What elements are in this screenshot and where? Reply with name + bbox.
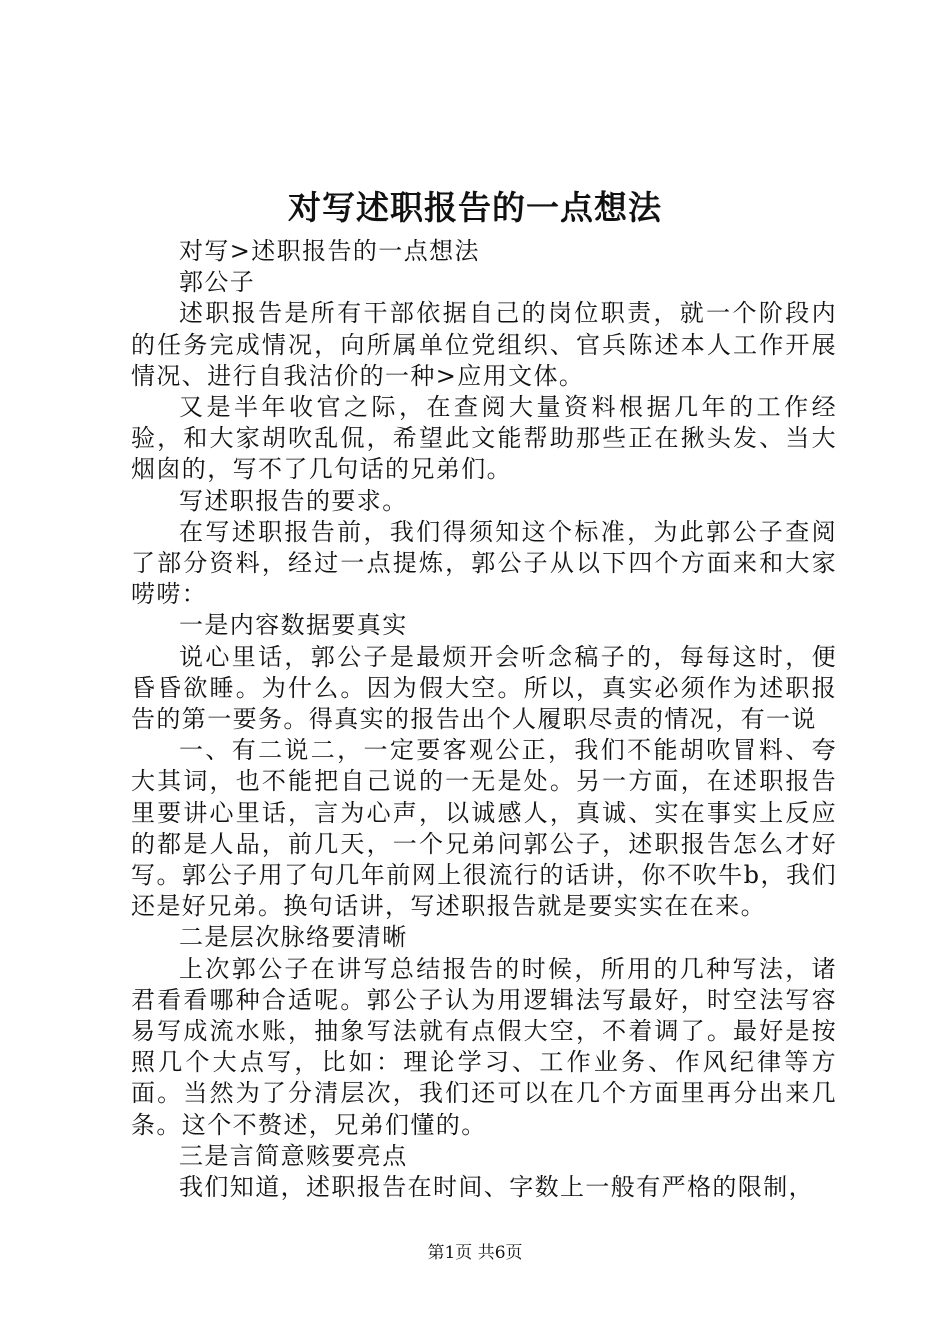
- paragraph-heading: 写述职报告的要求。: [179, 486, 408, 515]
- paragraph: 又是半年收官之际，在查阅大量资料根据几年的工作经验，和大家胡吹乱侃，希望此文能帮助那些正在揪头发、当大烟囱的，写不了几句话的兄弟们。: [131, 393, 837, 484]
- paragraph-heading: 一是内容数据要真实: [179, 611, 408, 640]
- paragraph: 说心里话，郭公子是最烦开会听念稿子的，每每这时，便昏昏欲睡。为什么。因为假大空。所以，真实必须作为述职报告的第一要务。得真实的报告出个人履职尽责的情况，有一说: [131, 642, 837, 734]
- document-title: 对写述职报告的一点想法: [288, 188, 662, 227]
- paragraph: 在写述职报告前，我们得须知这个标准，为此郭公子查阅了部分资料，经过一点提炼，郭公子从以下四个方面来和大家唠唠：: [131, 517, 837, 609]
- paragraph: 我们知道，述职报告在时间、字数上一般有严格的限制，: [179, 1173, 814, 1202]
- paragraph-heading: 二是层次脉络要清晰: [179, 923, 408, 952]
- page-footer: 第1页 共6页: [427, 1243, 523, 1263]
- paragraph: 上次郭公子在讲写总结报告的时候，所用的几种写法，诸君看看哪种合适呢。郭公子认为用逻辑法写最好，时空法写容易写成流水账，抽象写法就有点假大空，不着调了。最好是按照几个大点写，比如：理论学习、工作业务、作风纪律等方面。当然为了分清层次，我们还可以在几个方面里再分出来几条。这个不赘述，兄弟们懂的。: [131, 954, 837, 1139]
- paragraph: 述职报告是所有干部依据自己的岗位职责，就一个阶段内的任务完成情况，向所属单位党组织、官兵陈述本人工作开展情况、进行自我沽价的一种>应用文体。: [131, 299, 837, 390]
- document-body: [131, 236, 837, 1203]
- paragraph-author: 郭公子: [179, 268, 256, 297]
- paragraph-subtitle: 对写>述职报告的一点想法: [179, 237, 480, 265]
- paragraph-heading: 三是言简意赅要亮点: [179, 1141, 408, 1170]
- paragraph: 一、有二说二，一定要客观公正，我们不能胡吹冒料、夸大其词，也不能把自己说的一无是处。另一方面，在述职报告里要讲心里话，言为心声，以诚感人，真诚、实在事实上反应的都是人品，前几天，一个兄弟问郭公子，述职报告怎么才好写。郭公子用了句几年前网上很流行的话讲，你不吹牛b，我们还是好兄弟。换句话讲，写述职报告就是要实实在在来。: [131, 736, 837, 921]
